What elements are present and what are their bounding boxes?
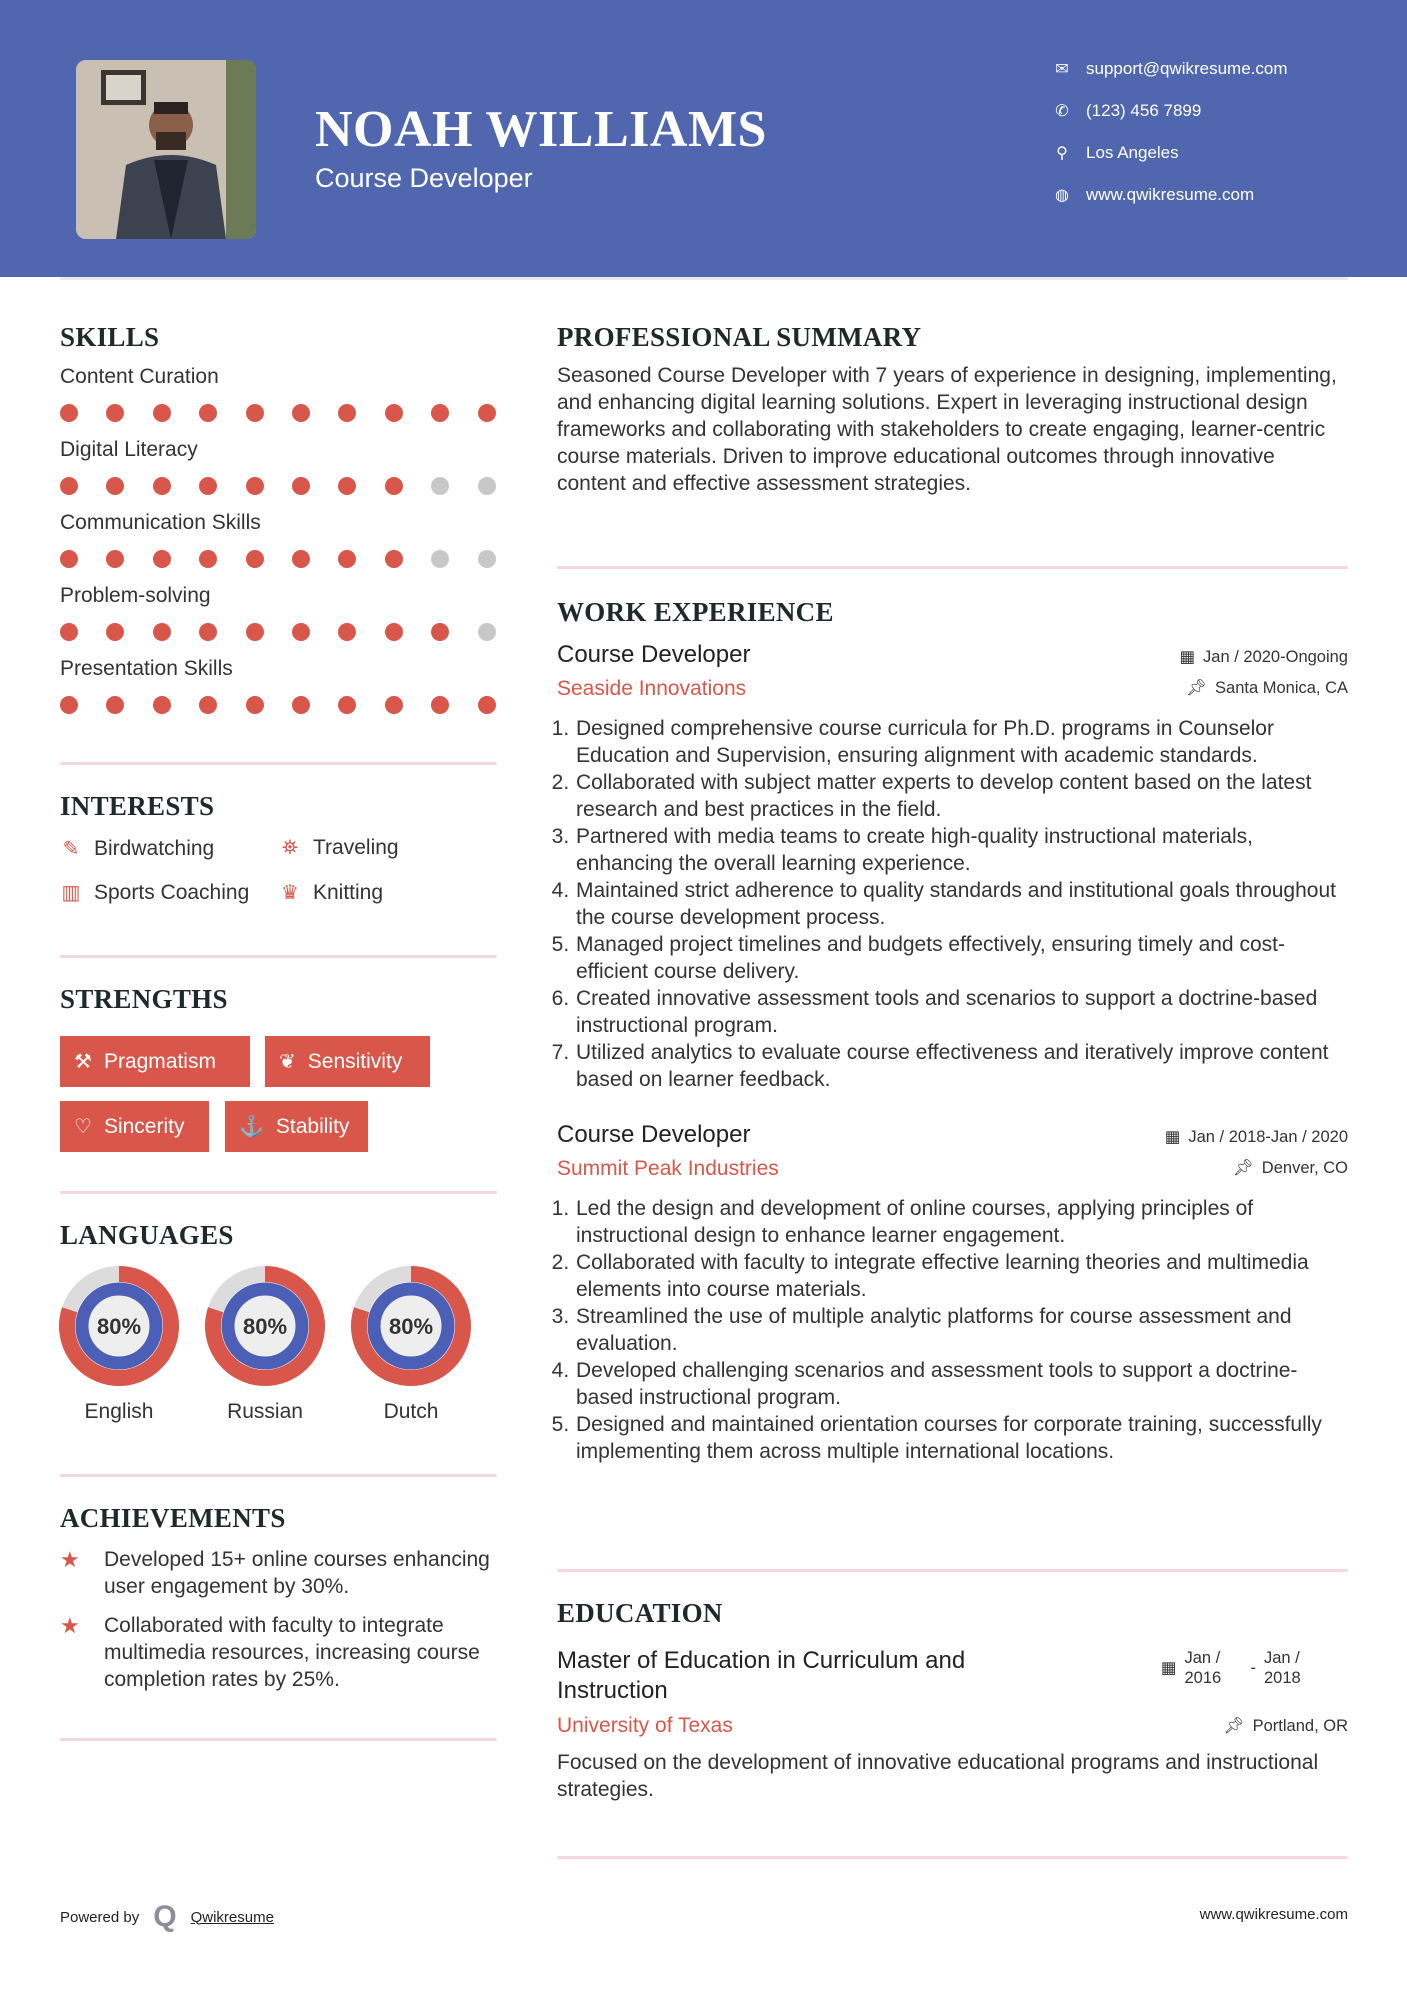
rating-dot-filled: [106, 477, 124, 495]
envelope-icon: ✉: [1055, 61, 1069, 78]
skills-heading: SKILLS: [60, 322, 160, 352]
job-date: [1179, 647, 1348, 667]
skill-label: Presentation Skills: [60, 657, 233, 680]
job-bullet: 5. Managed project timelines and budgets effectively, ensuring timely and cost-efficient course delivery.: [575, 931, 1348, 985]
rating-dot-filled: [431, 696, 449, 714]
rating-dot-filled: [106, 550, 124, 568]
contact-website[interactable]: [1052, 183, 1254, 207]
language-donut: [203, 1264, 327, 1388]
summary-text: Seasoned Course Developer with 7 years of experience in designing, implementing, and enhancing digital learning solutions. Expert in leveraging instructional design frameworks and collaborating with stakeholders to create engaging, learner-centric course materials. Driven to improve educational outcomes through innovative content and effective assessment strategies.: [557, 364, 1337, 495]
rating-dot-filled: [431, 404, 449, 422]
rating-dot-filled: [60, 477, 78, 495]
interest-label: Knitting: [313, 880, 384, 904]
rating-dot-filled: [385, 623, 403, 641]
strength-label: Sensitivity: [307, 1049, 403, 1073]
interest-item: [60, 880, 249, 905]
rating-dot-filled: [292, 404, 310, 422]
job-title: Course Developer: [557, 641, 751, 668]
rating-dot-filled: [106, 404, 124, 422]
language-percent: 80%: [96, 1314, 142, 1339]
rating-dot-filled: [292, 477, 310, 495]
experience-heading: WORK EXPERIENCE: [557, 597, 834, 627]
rating-dot-filled: [199, 696, 217, 714]
rating-dot-filled: [199, 404, 217, 422]
contact-website-text: www.qwikresume.com: [1086, 185, 1255, 204]
languages-heading: LANGUAGES: [60, 1220, 234, 1250]
rating-dot-empty: [478, 623, 496, 641]
job-bullet: 2. Collaborated with faculty to integrate effective learning theories and multimedia elements into course materials.: [575, 1249, 1348, 1303]
contact-email[interactable]: [1052, 57, 1288, 81]
job-location-text: Santa Monica, CA: [1215, 679, 1348, 697]
rating-dot-filled: [199, 477, 217, 495]
contact-location: [1052, 141, 1179, 165]
section-divider: [60, 762, 497, 765]
education-location: [1224, 1717, 1348, 1736]
rating-dot-filled: [385, 477, 403, 495]
strengths-section: [60, 984, 497, 1154]
interest-label: Traveling: [313, 836, 399, 859]
strengths-heading: STRENGTHS: [60, 984, 228, 1014]
section-divider: [557, 566, 1348, 569]
education-school: University of Texas: [557, 1714, 733, 1737]
skill-rating: [60, 683, 497, 727]
rating-dot-filled: [106, 696, 124, 714]
job-date-text: Jan / 2020-Ongoing: [1203, 647, 1348, 666]
heart-icon: ♡: [74, 1116, 92, 1138]
strength-label: Pragmatism: [103, 1049, 216, 1073]
rating-dot-filled: [60, 404, 78, 422]
job-date: [1165, 1127, 1348, 1147]
summary-heading: PROFESSIONAL SUMMARY: [557, 322, 922, 352]
skill-label: Digital Literacy: [60, 438, 198, 461]
rating-dot-filled: [246, 623, 264, 641]
section-divider: [60, 1191, 497, 1194]
interest-item: [279, 836, 399, 860]
education-start: Jan / 2016: [1184, 1649, 1222, 1687]
rating-dot-filled: [246, 477, 264, 495]
rating-dot-filled: [60, 696, 78, 714]
briefcase-icon: ▥: [61, 882, 81, 904]
rating-dot-filled: [153, 623, 171, 641]
candidate-name: NOAH WILLIAMS: [315, 101, 767, 158]
skill-label: Content Curation: [60, 365, 219, 388]
rating-dot-filled: [199, 550, 217, 568]
job-entry: [557, 1121, 1348, 1465]
achievement-text: Collaborated with faculty to integrate multimedia resources, increasing course completion rates by 25%.: [104, 1614, 480, 1691]
language-label: Russian: [227, 1400, 303, 1423]
skill-rating: [60, 610, 497, 654]
skill-rating: [60, 391, 497, 435]
rating-dot-filled: [385, 696, 403, 714]
star-icon: ★: [60, 1613, 80, 1638]
candidate-title: Course Developer: [315, 163, 533, 193]
section-divider: [60, 955, 497, 958]
rating-dot-filled: [153, 696, 171, 714]
rating-dot-filled: [431, 623, 449, 641]
rating-dot-empty: [478, 477, 496, 495]
education-heading: EDUCATION: [557, 1598, 723, 1628]
rating-dot-filled: [153, 550, 171, 568]
job-location-text: Denver, CO: [1261, 1159, 1348, 1177]
interest-item: [60, 836, 214, 861]
job-bullet: 3. Streamlined the use of multiple analytic platforms for course assessment and evaluation.: [575, 1303, 1348, 1357]
education-location-text: Portland, OR: [1252, 1717, 1348, 1735]
contact-phone-text: (123) 456 7899: [1086, 101, 1202, 120]
rating-dot-filled: [292, 550, 310, 568]
contact-email-text: support@qwikresume.com: [1086, 59, 1288, 78]
section-divider: [60, 1474, 497, 1477]
map-pin-icon: ⚲: [1056, 145, 1068, 162]
languages-section: [60, 1220, 497, 1440]
job-bullet: 6. Created innovative assessment tools and scenarios to support a doctrine-based instructional program.: [575, 985, 1348, 1039]
interest-item: [279, 880, 383, 905]
strength-tag: [265, 1036, 430, 1087]
trophy-icon: ♛: [281, 882, 299, 904]
achievements-heading: ACHIEVEMENTS: [60, 1503, 286, 1533]
brand-link[interactable]: Qwikresume: [190, 1908, 274, 1926]
pushpin-icon: 📌︎: [1223, 1717, 1245, 1735]
section-divider: [557, 1856, 1348, 1859]
achievements-section: [60, 1503, 497, 1705]
strength-tag: [225, 1101, 368, 1152]
job-title: Course Developer: [557, 1121, 751, 1148]
profile-photo: [76, 60, 256, 239]
job-bullet: 7. Utilized analytics to evaluate course effectiveness and iteratively improve content based on learner feedback.: [575, 1039, 1348, 1093]
achievement-item: [60, 1612, 497, 1693]
footer-website[interactable]: www.qwikresume.com: [1199, 1906, 1348, 1923]
date-separator: -: [1250, 1658, 1256, 1677]
job-bullet: 3. Partnered with media teams to create high-quality instructional materials, enhancing the overall learning experience.: [575, 823, 1348, 877]
job-entry: [557, 641, 1348, 1093]
section-divider: [557, 1569, 1348, 1572]
strength-tag: [60, 1101, 209, 1152]
pushpin-icon: 📌︎: [1232, 1159, 1254, 1177]
achievement-item: [60, 1546, 497, 1600]
rating-dot-filled: [338, 550, 356, 568]
skills-list: [60, 362, 497, 727]
section-divider: [60, 1738, 497, 1741]
contact-phone[interactable]: [1052, 99, 1201, 123]
qwikresume-logo-icon: Q: [153, 1900, 177, 1933]
skills-section: [60, 322, 497, 727]
powered-by-text: Powered by: [60, 1908, 140, 1926]
calendar-icon: ▦: [1164, 1128, 1181, 1146]
rating-dot-filled: [292, 696, 310, 714]
skill-rating: [60, 537, 497, 581]
interests-section: [60, 791, 497, 921]
footer-powered-by: [60, 1900, 274, 1934]
rating-dot-filled: [338, 477, 356, 495]
rating-dot-filled: [153, 477, 171, 495]
rating-dot-filled: [338, 623, 356, 641]
rating-dot-empty: [431, 477, 449, 495]
rating-dot-filled: [338, 404, 356, 422]
job-company: Seaside Innovations: [557, 677, 747, 700]
experience-section: [557, 597, 1348, 1465]
strength-label: Stability: [275, 1114, 350, 1138]
job-bullet: 4. Maintained strict adherence to quality standards and institutional goals throughout the course development process.: [575, 877, 1348, 931]
job-bullet: 4. Developed challenging scenarios and assessment tools to support a doctrine-based instructional program.: [575, 1357, 1348, 1411]
language-donut: [57, 1264, 181, 1388]
skill-rating: [60, 464, 497, 508]
rating-dot-filled: [60, 623, 78, 641]
job-location: [1186, 679, 1348, 698]
education-dates: [1161, 1648, 1314, 1688]
skill-label: Communication Skills: [60, 511, 261, 534]
achievement-text: Developed 15+ online courses enhancing user engagement by 30%.: [104, 1548, 490, 1598]
anchor-icon: ⚓: [239, 1116, 264, 1138]
gavel-icon: ⚒: [74, 1051, 92, 1073]
rating-dot-filled: [385, 404, 403, 422]
interest-label: Sports Coaching: [94, 880, 250, 904]
language-donut: [349, 1264, 473, 1388]
job-bullet: 1. Designed comprehensive course curricula for Ph.D. programs in Counselor Education and Supervision, ensuring alignment with academic standards.: [575, 715, 1348, 769]
rating-dot-filled: [292, 623, 310, 641]
phone-icon: ✆: [1055, 103, 1069, 120]
rating-dot-filled: [60, 550, 78, 568]
binoculars-icon: ⛯: [282, 836, 298, 859]
rating-dot-filled: [246, 550, 264, 568]
rating-dot-empty: [431, 550, 449, 568]
leaf-icon: ❦: [279, 1051, 296, 1073]
interest-label: Birdwatching: [94, 836, 215, 860]
strength-tag: [60, 1036, 250, 1087]
rating-dot-empty: [478, 550, 496, 568]
rating-dot-filled: [106, 623, 124, 641]
strength-label: Sincerity: [103, 1114, 185, 1138]
language-label: Dutch: [383, 1400, 439, 1423]
job-date-text: Jan / 2018-Jan / 2020: [1188, 1127, 1348, 1146]
job-location: [1233, 1159, 1348, 1178]
rating-dot-filled: [199, 623, 217, 641]
rating-dot-filled: [478, 404, 496, 422]
language-label: English: [84, 1400, 154, 1423]
skill-label: Problem-solving: [60, 584, 211, 607]
education-degree: Master of Education in Curriculum and Instruction: [557, 1647, 966, 1704]
language-percent: 80%: [242, 1314, 288, 1339]
language-percent: 80%: [388, 1314, 434, 1339]
globe-icon: ◍: [1055, 187, 1069, 204]
calendar-icon: ▦: [1179, 648, 1196, 666]
edit-icon: ✎: [62, 838, 80, 860]
summary-section: [557, 322, 1348, 497]
rating-dot-filled: [478, 696, 496, 714]
job-bullet: 2. Collaborated with subject matter experts to develop content based on the latest research and best practices in the field.: [575, 769, 1348, 823]
job-company: Summit Peak Industries: [557, 1157, 779, 1180]
calendar-icon: ▦: [1160, 1659, 1177, 1677]
job-bullet: 1. Led the design and development of online courses, applying principles of instructional design to enhance learner engagement.: [575, 1195, 1348, 1249]
job-bullet: 5. Designed and maintained orientation courses for corporate training, successfully implementing them across multiple international locations.: [575, 1411, 1348, 1465]
person-photo-illustration: [76, 60, 256, 239]
interests-heading: INTERESTS: [60, 791, 215, 821]
rating-dot-filled: [246, 404, 264, 422]
rating-dot-filled: [246, 696, 264, 714]
rating-dot-filled: [338, 696, 356, 714]
education-description: Focused on the development of innovative educational programs and instructional strategies.: [557, 1751, 1319, 1801]
pushpin-icon: 📌︎: [1186, 679, 1208, 697]
job-bullets: [557, 715, 1348, 1093]
star-icon: ★: [60, 1547, 80, 1572]
rating-dot-filled: [385, 550, 403, 568]
header-divider: [60, 277, 1348, 280]
job-bullets: [557, 1195, 1348, 1465]
rating-dot-filled: [153, 404, 171, 422]
contact-location-text: Los Angeles: [1086, 143, 1179, 162]
education-end: Jan / 2018: [1264, 1649, 1301, 1687]
education-section: [557, 1598, 1348, 1801]
